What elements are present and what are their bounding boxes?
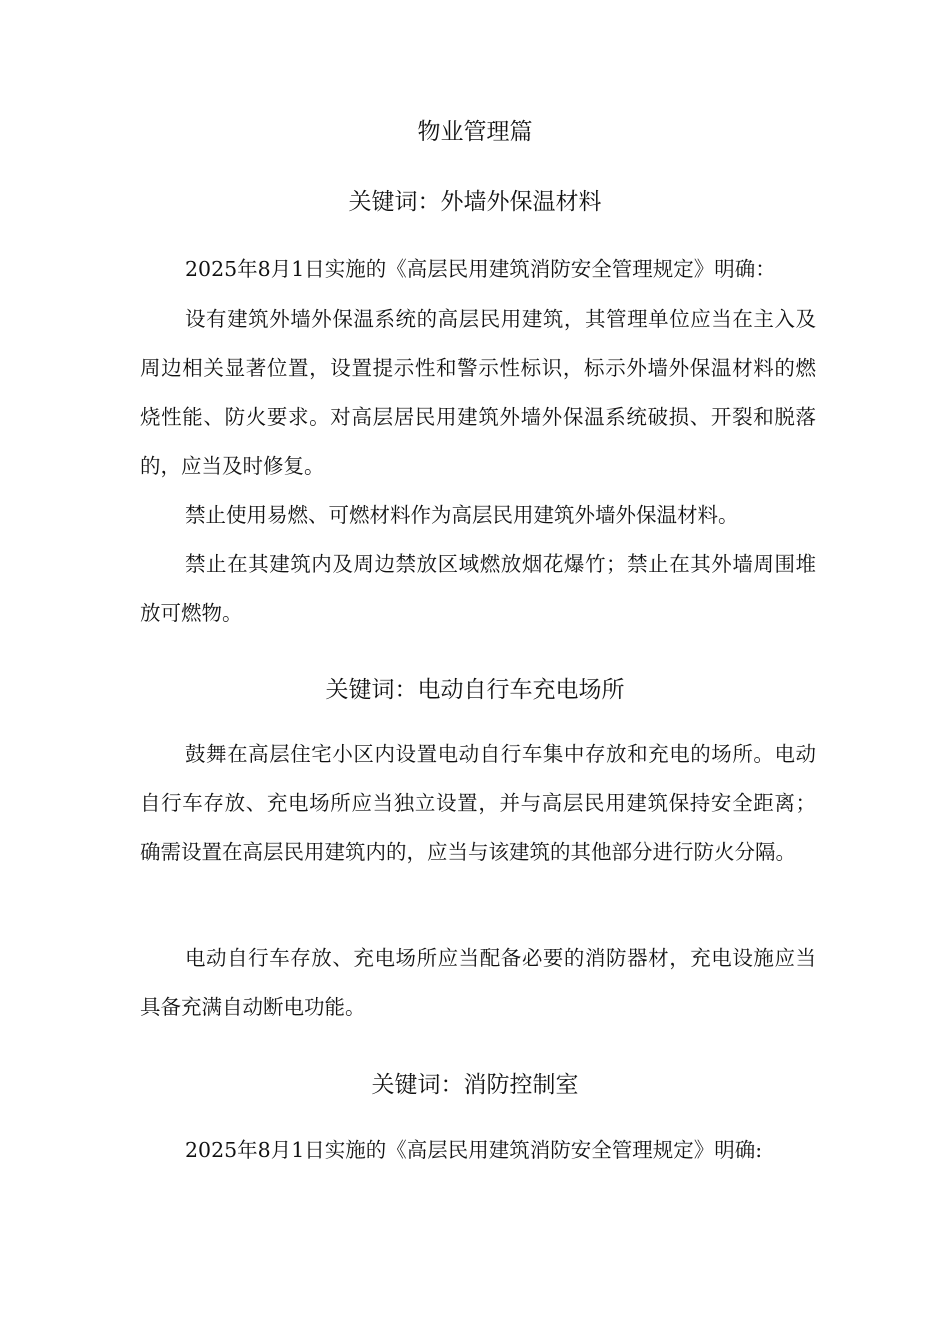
paragraph: 禁止在其建筑内及周边禁放区域燃放烟花爆竹；禁止在其外墙周围堆放可燃物。	[140, 552, 816, 625]
paragraph: 电动自行车存放、充电场所应当配备必要的消防器材，充电设施应当具备充满自动断电功能。	[140, 946, 816, 1019]
paragraph: 鼓舞在高层住宅小区内设置电动自行车集中存放和充电的场所。电动自行车存放、充电场所应当独立设置，并与高层民用建筑保持安全距离；确需设置在高层民用建筑内的，应当与该建筑的其他部分进行防火分隔。	[140, 742, 816, 864]
paragraph: 禁止使用易燃、可燃材料作为高层民用建筑外墙外保温材料。	[185, 503, 739, 527]
paragraph: 设有建筑外墙外保温系统的高层民用建筑，其管理单位应当在主入及周边相关显著位置，设置提示性和警示性标识，标示外墙外保温材料的燃烧性能、防火要求。对高层居民用建筑外墙外保温系统破损、开裂和脱落的，应当及时修复。	[140, 307, 816, 478]
section-heading: 关键词：外墙外保温材料	[348, 189, 602, 215]
paragraph: 2025年8月1日实施的《高层民用建筑消防安全管理规定》明确:	[185, 1138, 763, 1162]
paragraph: 2025年8月1日实施的《高层民用建筑消防安全管理规定》明确：	[185, 257, 776, 281]
section-heading: 关键词：消防控制室	[371, 1072, 579, 1098]
section-heading: 关键词：电动自行车充电场所	[325, 677, 625, 703]
document-title: 物业管理篇	[417, 119, 533, 145]
